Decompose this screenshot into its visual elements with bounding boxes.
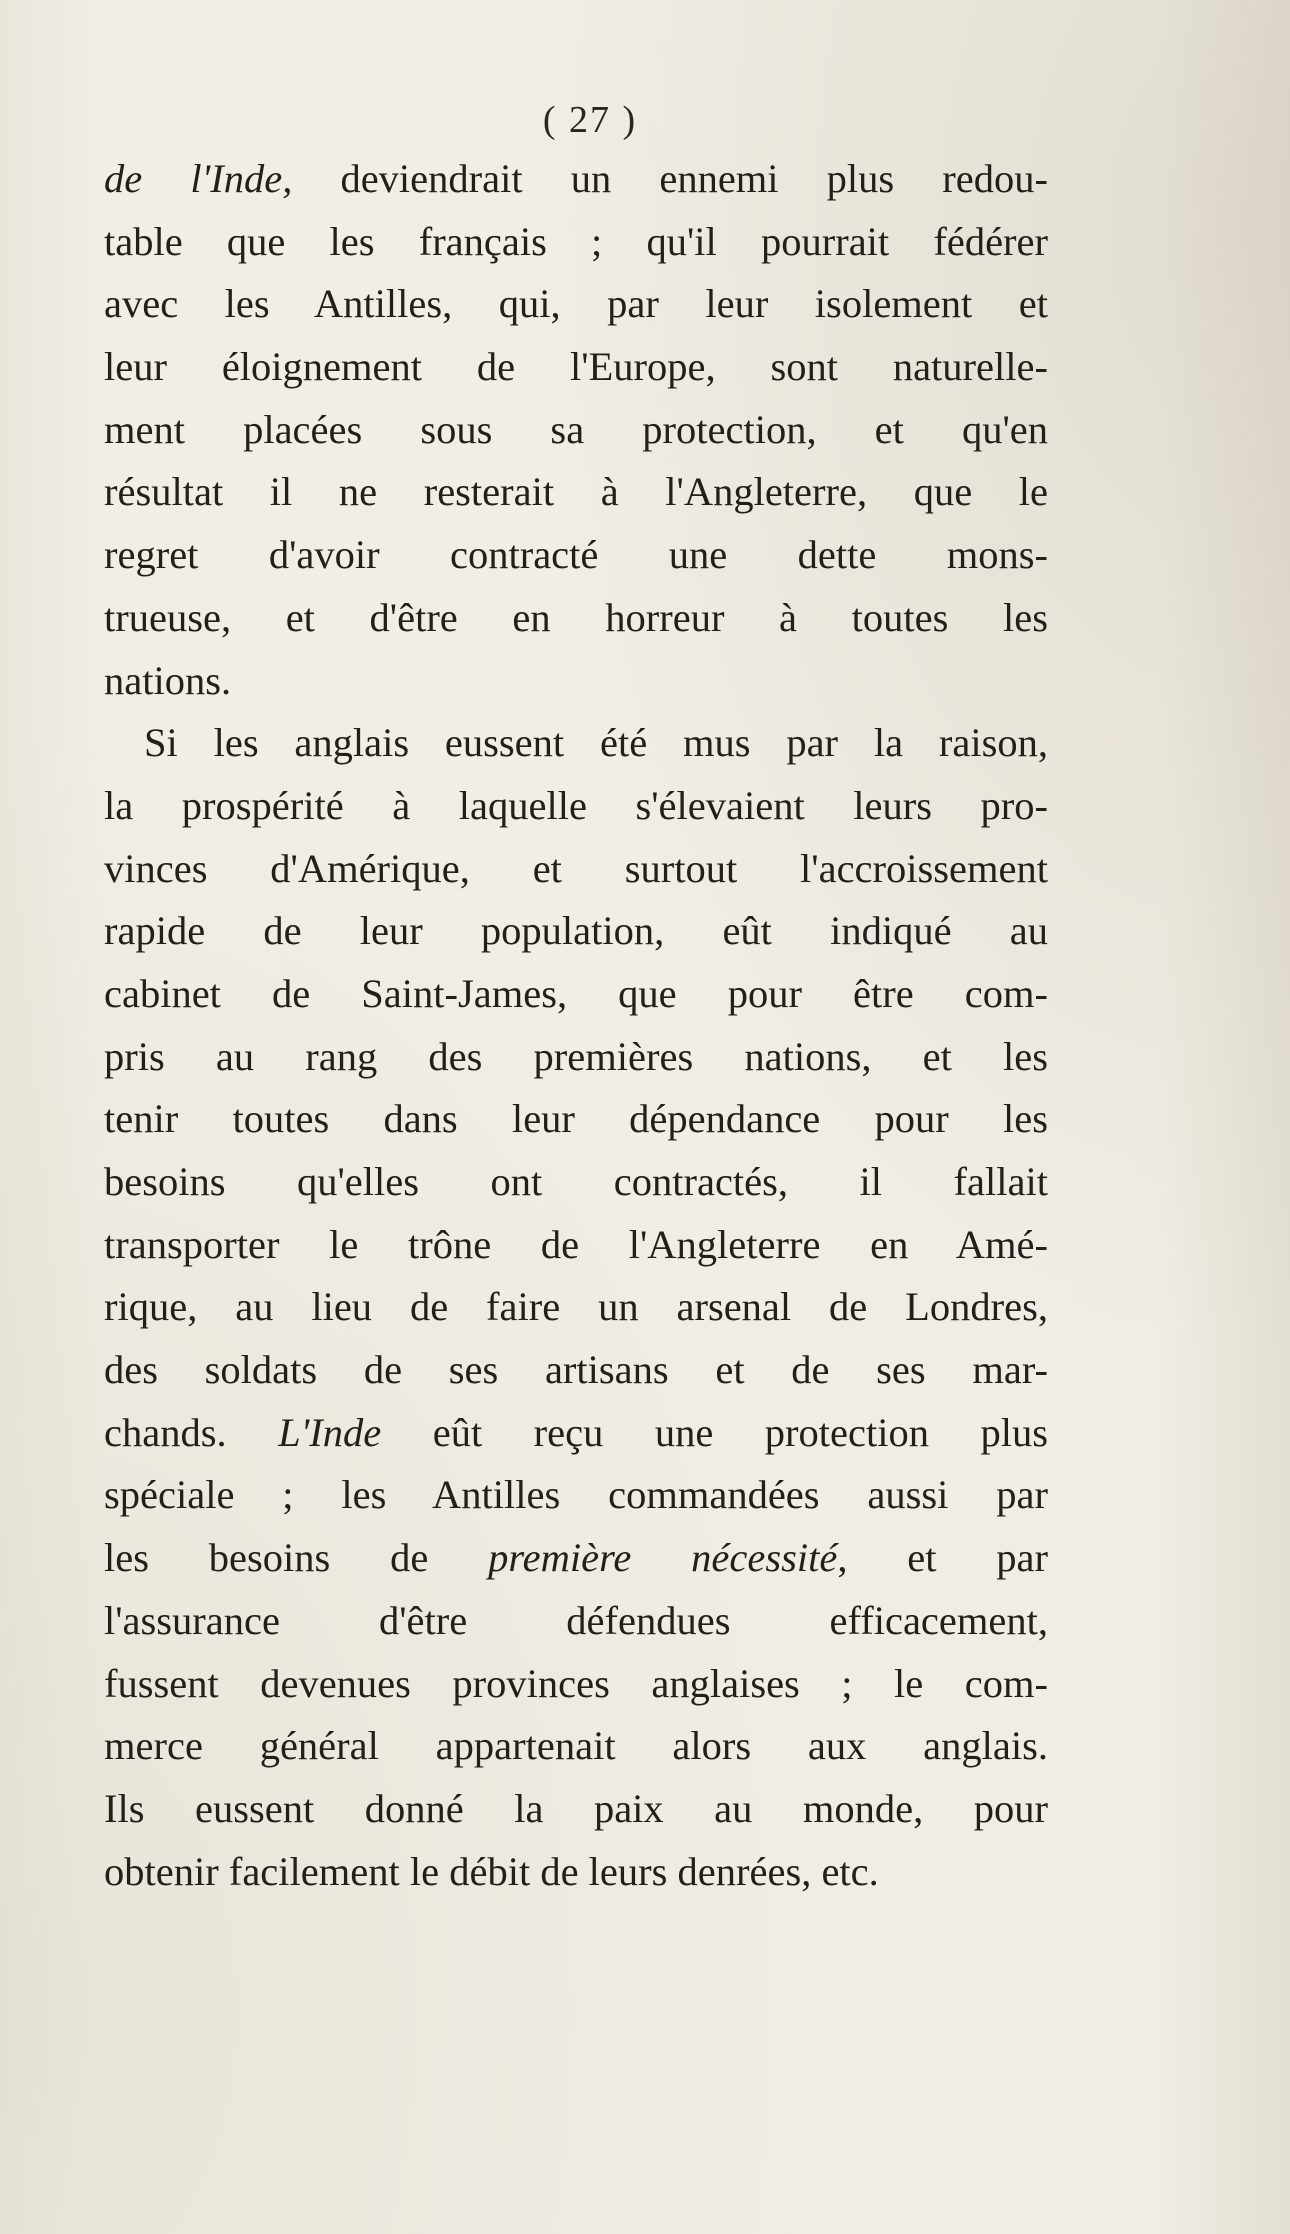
text-line [104,273,1048,336]
text-line [104,1527,1048,1590]
text-line [104,1715,1048,1778]
text-line [104,1778,1048,1841]
italic-text: première nécessité [488,1535,838,1581]
text-span: merce général appartenait alors aux anglais. [104,1723,1048,1769]
text-span: pris au rang des premières nations, et les [104,1033,1048,1079]
text-span: Si les anglais eussent été mus par la raison, [144,720,1048,766]
text-line [104,1339,1048,1402]
text-line [104,900,1048,963]
text-span: leur éloignement de l'Europe, sont naturelle- [104,344,1048,390]
text-span: nations. [104,657,232,703]
italic-text: L'Inde [278,1409,382,1455]
text-line [104,775,1048,838]
text-span: tenir toutes dans leur dépendance pour les [104,1096,1048,1142]
text-span: rique, au lieu de faire un arsenal de Londres, [104,1284,1048,1330]
text-span: table que les français ; qu'il pourrait fédérer [104,218,1048,264]
text-line [104,524,1048,587]
text-span: avec les Antilles, qui, par leur isolement et [104,281,1048,327]
text-span: chands. [104,1409,279,1455]
text-line [104,650,1048,713]
text-line [104,461,1048,524]
text-span: , et par [837,1535,1049,1581]
text-line [104,1151,1048,1214]
text-span: l'assurance d'être défendues efficacement, [104,1597,1048,1643]
text-span: cabinet de Saint-James, que pour être com- [104,970,1048,1016]
text-line [104,1464,1048,1527]
text-span: trueuse, et d'être en horreur à toutes les [104,594,1048,640]
text-span: vinces d'Amérique, et surtout l'accroissement [104,845,1048,891]
text-line [104,148,1048,211]
text-span: fussent devenues provinces anglaises ; le com- [104,1660,1048,1706]
text-span: résultat il ne resterait à l'Angleterre, que le [104,469,1048,515]
text-line [104,963,1048,1026]
text-line [104,1214,1048,1277]
text-span: Ils eussent donné la paix au monde, pour [104,1785,1048,1831]
text-span: transporter le trône de l'Angleterre en Amé- [104,1221,1048,1267]
text-span: des soldats de ses artisans et de ses mar- [104,1347,1048,1393]
text-line [104,1590,1048,1653]
text-line [104,1088,1048,1151]
text-span: spéciale ; les Antilles commandées aussi par [104,1472,1048,1518]
body-text [104,148,1048,1903]
text-span: les besoins de [104,1535,489,1581]
text-span: regret d'avoir contracté une dette mons- [104,532,1048,578]
text-span: la prospérité à laquelle s'élevaient leurs pro- [104,782,1048,828]
text-span: obtenir facilement le débit de leurs denrées, etc. [104,1848,879,1894]
italic-text: de l'Inde, [104,156,293,201]
text-line [104,1402,1048,1465]
text-line [104,1276,1048,1339]
text-line [104,211,1048,274]
text-line [104,838,1048,901]
text-line [104,1841,1048,1904]
text-span: ment placées sous sa protection, et qu'en [104,406,1048,452]
text-span: eût reçu une protection plus [381,1409,1048,1455]
text-span: besoins qu'elles ont contractés, il fallait [104,1159,1048,1204]
text-line [104,587,1048,650]
text-line [104,399,1048,462]
text-line [104,1026,1048,1089]
text-line [104,712,1048,775]
text-span: deviendrait un ennemi plus redou- [292,156,1048,201]
text-line [104,1653,1048,1716]
text-line [104,336,1048,399]
page-number: ( 27 ) [542,99,638,141]
text-span: rapide de leur population, eût indiqué au [104,908,1048,954]
